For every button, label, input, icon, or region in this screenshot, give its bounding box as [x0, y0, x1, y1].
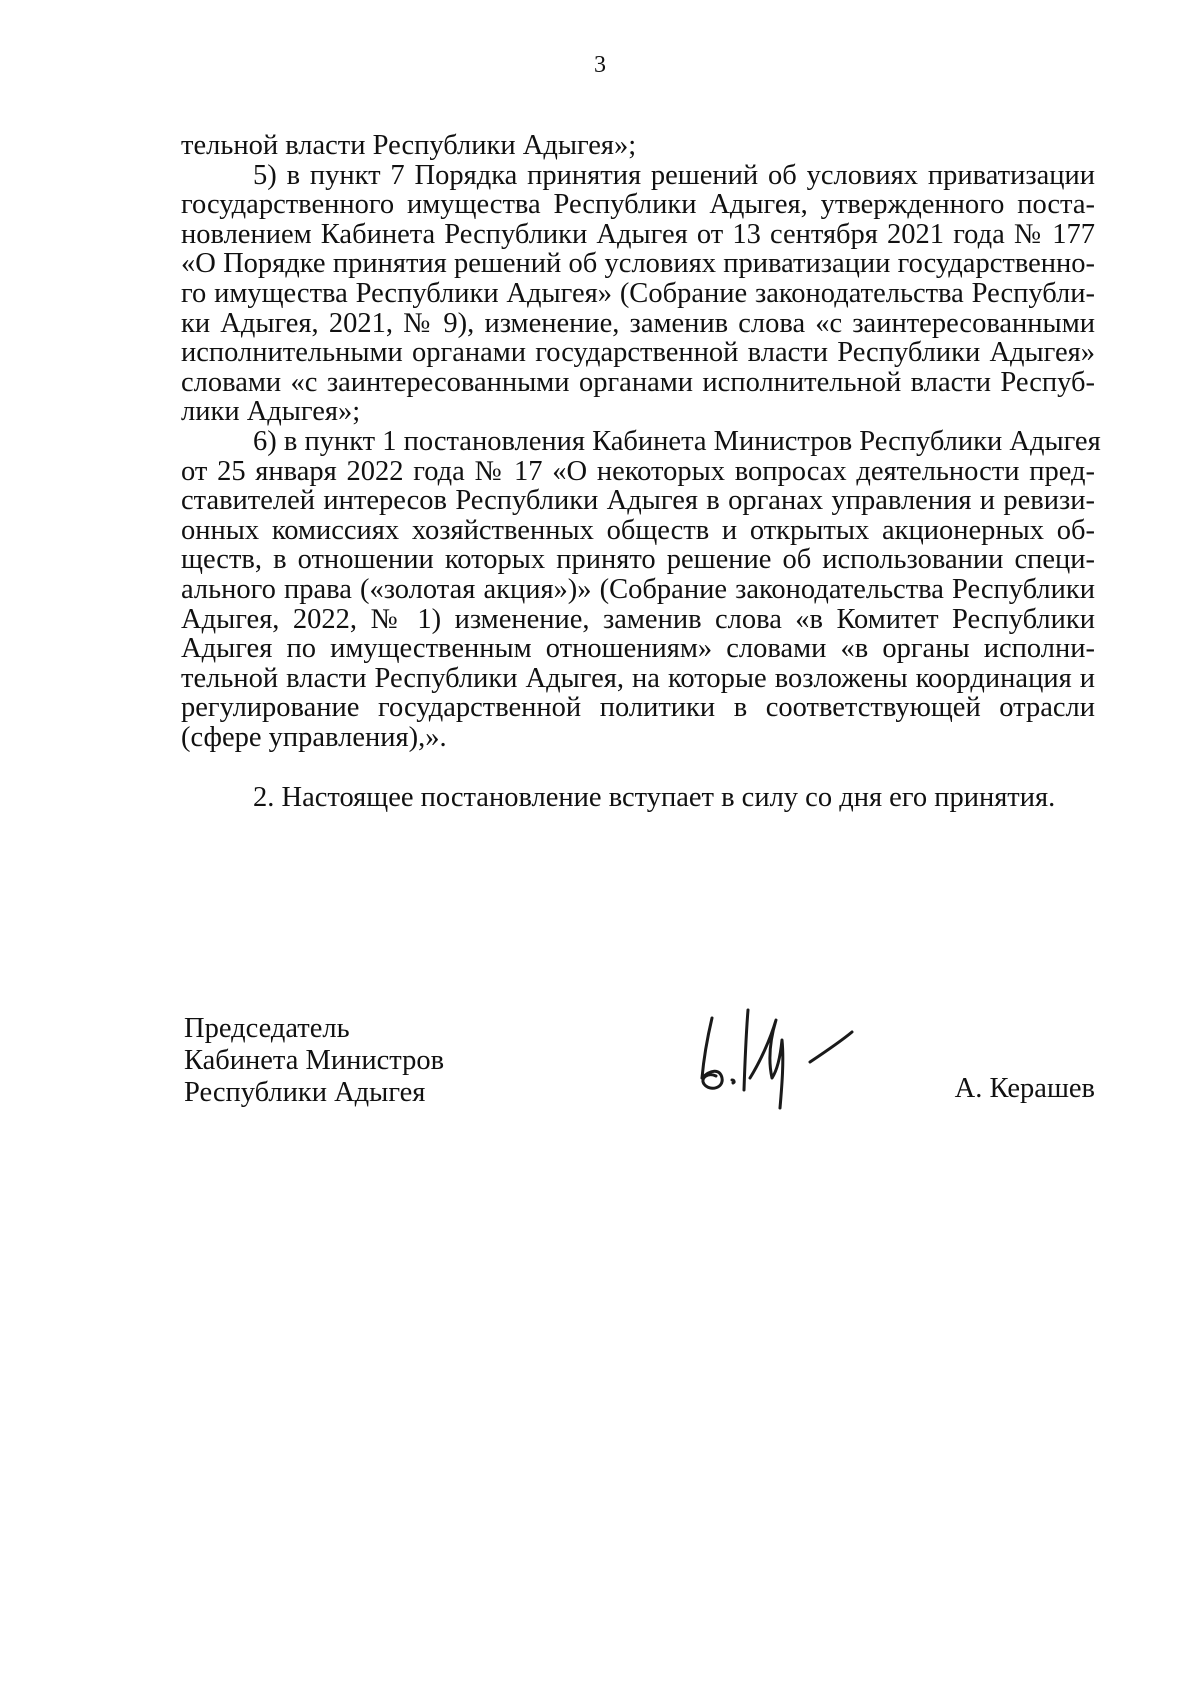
- text-line: словами «с заинтересованными органами исполнительной власти Респуб-: [181, 367, 1095, 398]
- text-line: онных комиссиях хозяйственных обществ и открытых акционерных об-: [181, 515, 1095, 546]
- position-line: Республики Адыгея: [184, 1077, 426, 1108]
- position-line: Кабинета Министров: [184, 1045, 445, 1076]
- text-line: государственного имущества Республики Адыгея, утвержденного поста-: [181, 189, 1095, 220]
- text-line: ки Адыгея, 2021, № 9), изменение, заменив слова «с заинтересованными: [181, 308, 1095, 339]
- text-line: Адыгея, 2022, № 1) изменение, заменив слова «в Комитет Республики: [181, 604, 1095, 635]
- text-line: от 25 января 2022 года № 17 «О некоторых вопросах деятельности пред-: [181, 456, 1095, 487]
- handwritten-signature: [690, 1000, 860, 1110]
- text-line: 6) в пункт 1 постановления Кабинета Министров Республики Адыгея: [253, 426, 1101, 457]
- text-line: ставителей интересов Республики Адыгея в органах управления и ревизи-: [181, 485, 1095, 516]
- text-line: го имущества Республики Адыгея» (Собрание законодательства Республи-: [181, 278, 1095, 309]
- text-line: тельной власти Республики Адыгея, на которые возложены координация и: [181, 663, 1095, 694]
- text-line: Адыгея по имущественным отношениям» словами «в органы исполни-: [181, 633, 1095, 664]
- text-line: ального права («золотая акция»)» (Собрание законодательства Республики: [181, 574, 1095, 605]
- text-line: «О Порядке принятия решений об условиях приватизации государственно-: [181, 248, 1095, 279]
- text-line: исполнительными органами государственной власти Республики Адыгея»: [181, 337, 1095, 368]
- text-line: (сфере управления),».: [181, 722, 447, 753]
- signer-name: А. Керашев: [954, 1073, 1095, 1104]
- text-line: тельной власти Республики Адыгея»;: [181, 130, 637, 161]
- text-line: лики Адыгея»;: [181, 396, 361, 427]
- final-clause: 2. Настоящее постановление вступает в силу со дня его принятия.: [253, 782, 1056, 813]
- signatory-position: [184, 1013, 444, 1109]
- text-line: ществ, в отношении которых принято решение об использовании специ-: [181, 544, 1095, 575]
- text-line: регулирование государственной политики в соответствующей отрасли: [181, 692, 1095, 723]
- page-number: 3: [594, 52, 606, 78]
- text-line: 5) в пункт 7 Порядка принятия решений об условиях приватизации: [253, 160, 1095, 191]
- position-line: Председатель: [184, 1013, 350, 1044]
- text-line: новлением Кабинета Республики Адыгея от 13 сентября 2021 года № 177: [181, 219, 1095, 250]
